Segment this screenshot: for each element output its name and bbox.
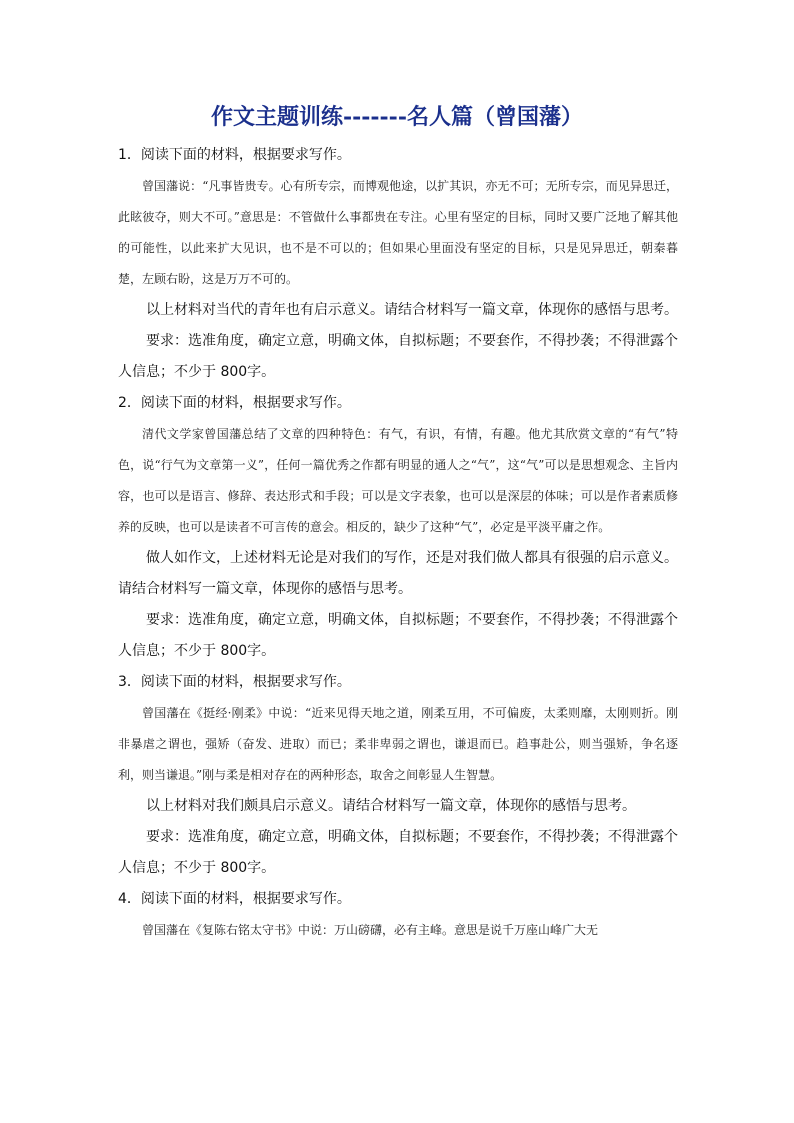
question-1-material: 曾国藩说：“凡事皆贵专。心有所专宗，而博观他途，以扩其识，亦无不可；无所专宗，而见异思迁，此眩彼夺，则大不可。”意思是：不管做什么事都贵在专注。心里有坚定的目标，同时又要广泛地了解其他的可能性，以此来扩大见识，也不是不可以的；但如果心里面没有坚定的目标，只是见异思迁，朝秦暮楚，左顾右盼，这是万万不可的。 xyxy=(118,179,678,286)
question-2-material: 清代文学家曾国藩总结了文章的四种特色：有气，有识，有情，有趣。他尤其欣赏文章的“有气”特色，说“行气为文章第一义”，任何一篇优秀之作都有明显的通人之“气”，这“气”可以是思想观念、主旨内容，也可以是语言、修辞、表达形式和手段；可以是文字表象，也可以是深层的体味；可以是作者素质修养的反映，也可以是读者不可言传的意会。相反的，缺少了这种“气”，必定是平淡平庸之作。 xyxy=(118,427,678,534)
question-2-prompt: 做人如作文，上述材料无论是对我们的写作，还是对我们做人都具有很强的启示意义。请结合材料写一篇文章，体现你的感悟与思考。 xyxy=(118,550,678,597)
document-body xyxy=(118,140,678,946)
question-4-heading: 4．阅读下面的材料，根据要求写作。 xyxy=(118,891,351,907)
question-2-heading: 2．阅读下面的材料，根据要求写作。 xyxy=(118,395,351,411)
question-3-heading: 3．阅读下面的材料，根据要求写作。 xyxy=(118,674,351,690)
question-1-prompt: 以上材料对当代的青年也有启示意义。请结合材料写一篇文章，体现你的感悟与思考。 xyxy=(146,302,678,318)
question-1-heading: 1．阅读下面的材料，根据要求写作。 xyxy=(118,147,351,163)
question-3-prompt: 以上材料对我们颇具启示意义。请结合材料写一篇文章，体现你的感悟与思考。 xyxy=(146,798,636,814)
question-3-material: 曾国藩在《挺经·刚柔》中说：“近来见得天地之道，刚柔互用，不可偏废，太柔则靡，太刚则折。刚非暴虐之谓也，强矫（奋发、进取）而已；柔非卑弱之谓也，谦退而已。趋事赴公，则当强矫，争名逐利，则当谦退。”刚与柔是相对存在的两种形态，取舍之间彰显人生智慧。 xyxy=(118,706,678,782)
document-title: 作文主题训练-------名人篇（曾国藩） xyxy=(211,104,583,130)
question-4-material: 曾国藩在《复陈右铭太守书》中说：万山磅礴，必有主峰。意思是说千万座山峰广大无 xyxy=(142,923,599,937)
question-3-requirements: 要求：选准角度，确定立意，明确文体，自拟标题；不要套作，不得抄袭；不得泄露个人信息；不少于 800字。 xyxy=(118,829,678,876)
question-2-requirements: 要求：选准角度，确定立意，明确文体，自拟标题；不要套作，不得抄袭；不得泄露个人信息；不少于 800字。 xyxy=(118,612,678,659)
question-1-requirements: 要求：选准角度，确定立意，明确文体，自拟标题；不要套作，不得抄袭；不得泄露个人信息；不少于 800字。 xyxy=(118,333,678,380)
